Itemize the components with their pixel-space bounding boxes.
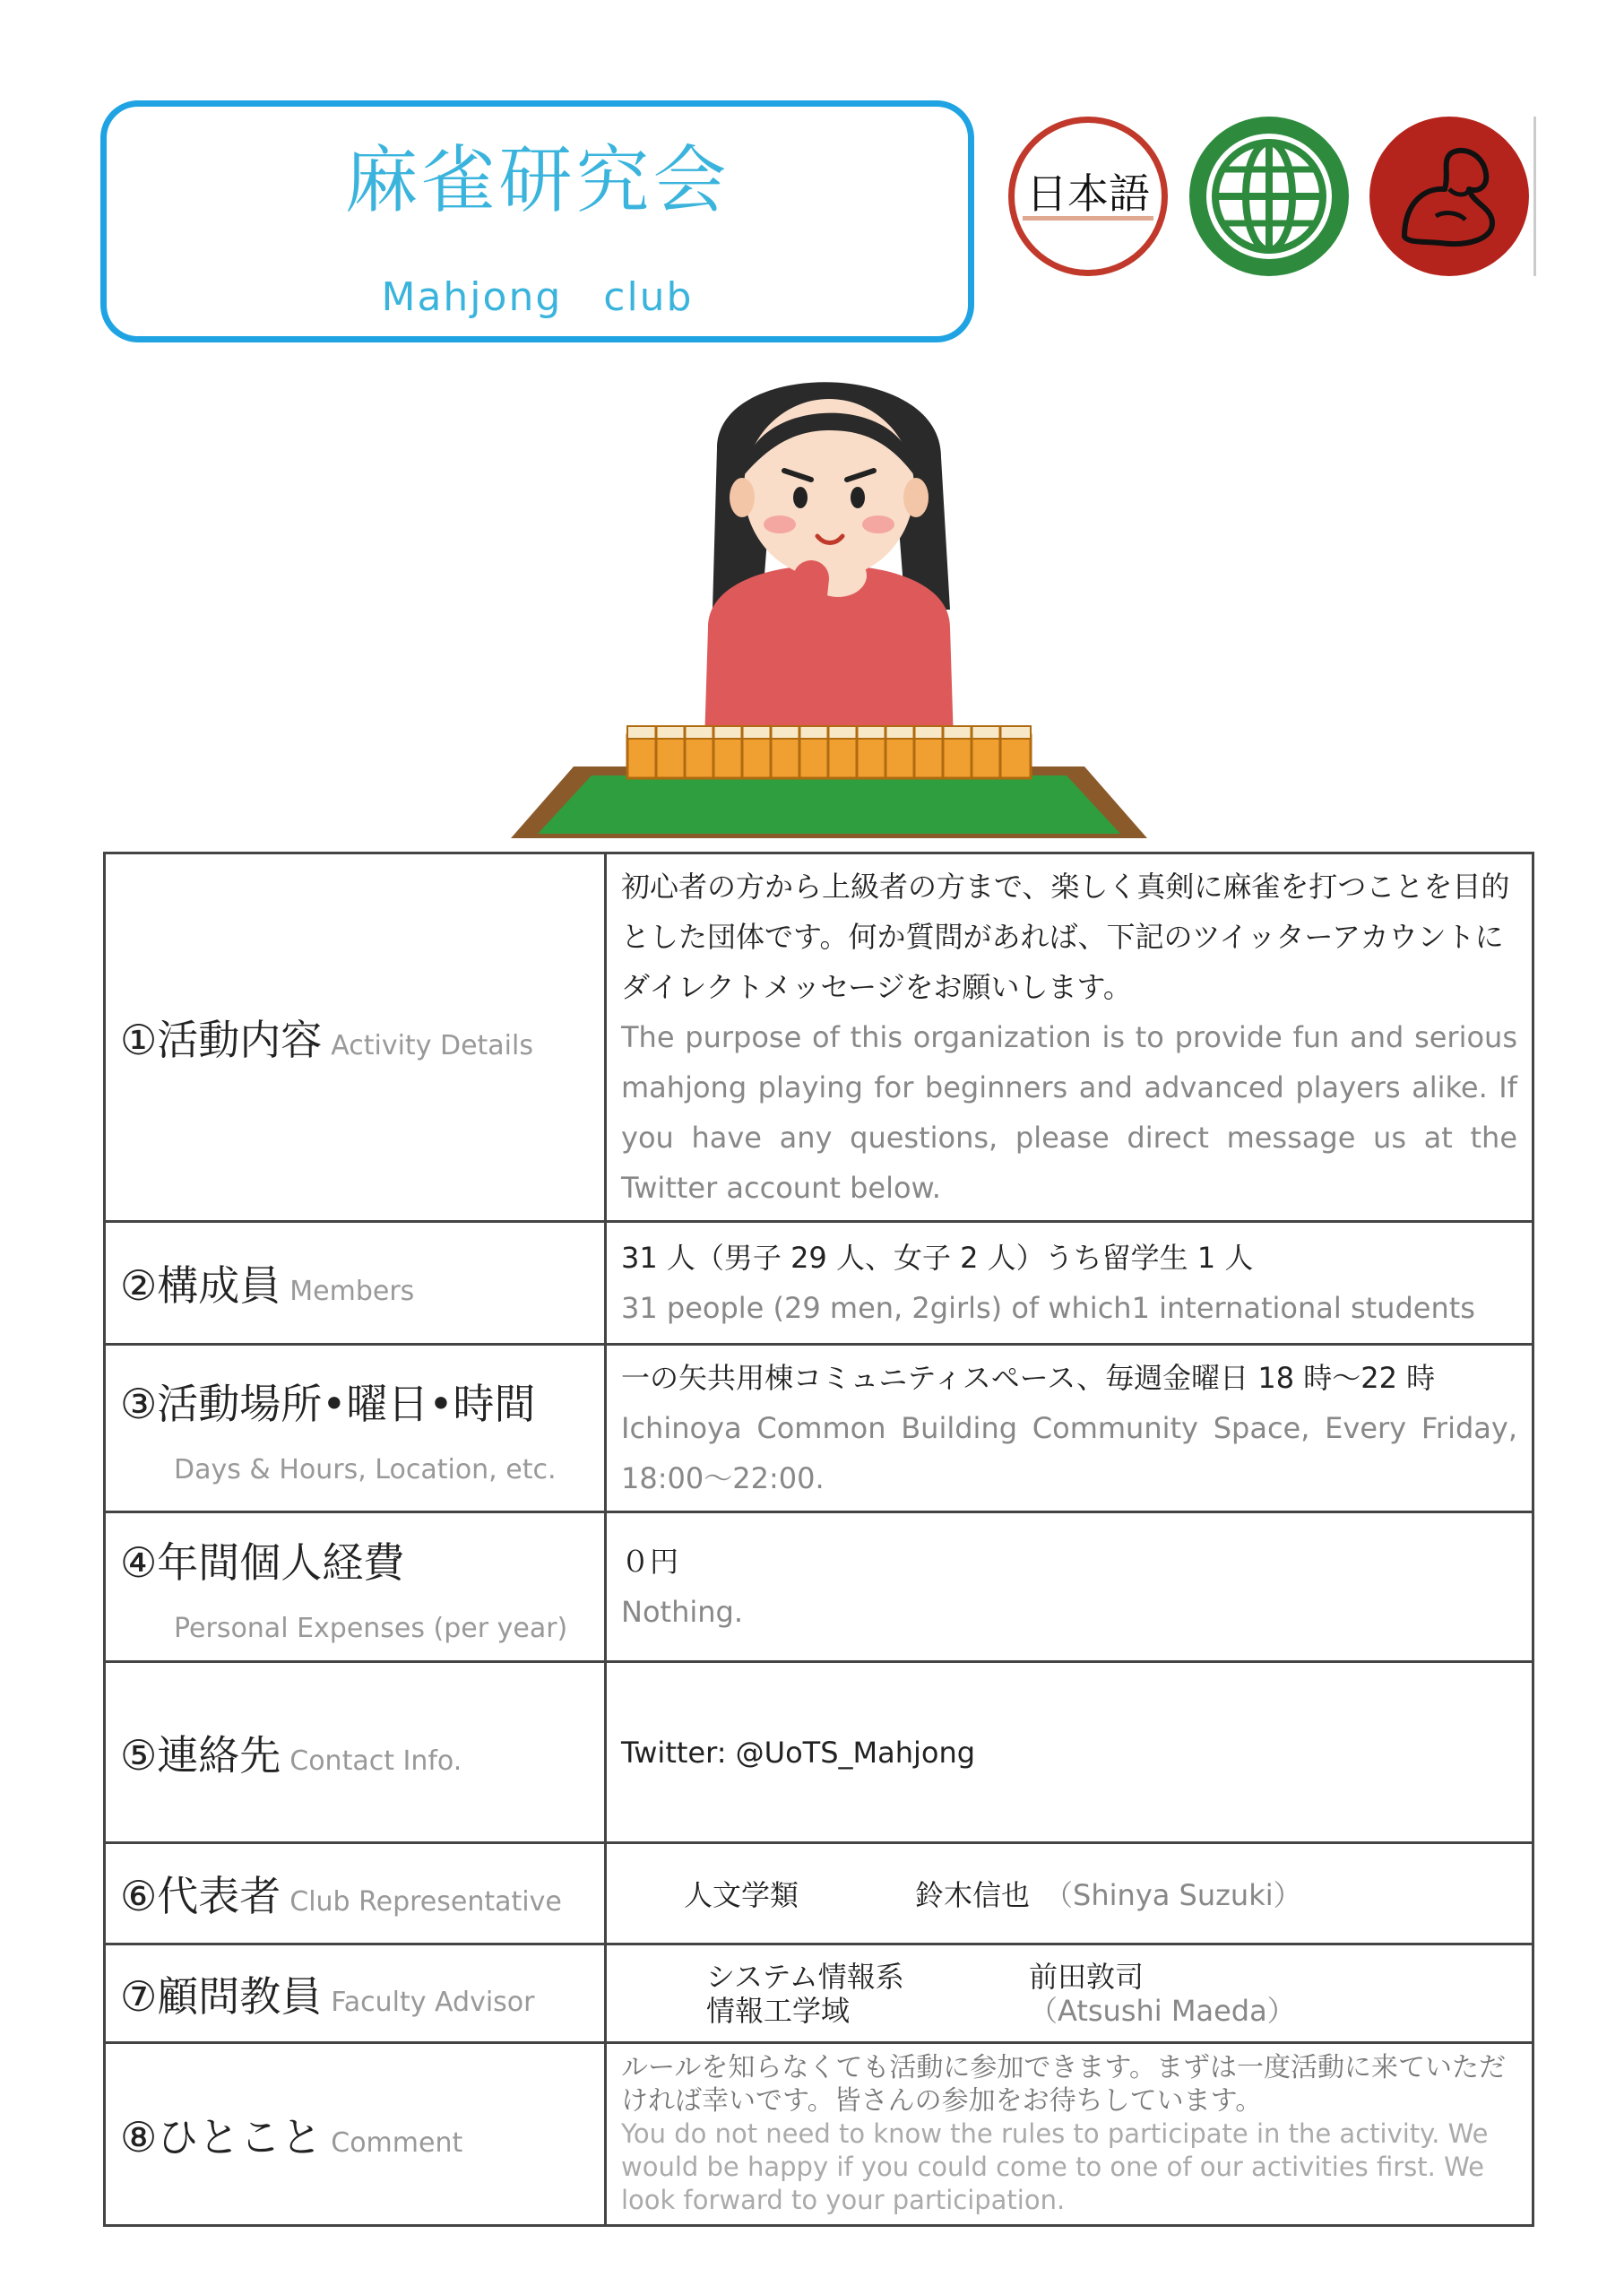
label-ja: ④年間個人経費	[120, 1537, 405, 1587]
label-en: Comment	[331, 2126, 463, 2159]
badge-divider	[1533, 117, 1536, 276]
club-title-en: Mahjong club	[381, 274, 694, 321]
value-ja: ルールを知らなくても活動に参加できます。まずは一度活動に来ていただければ幸いです。皆さんの参加をお待ちしています。	[621, 2052, 1506, 2117]
row-label	[105, 1843, 606, 1944]
row-value	[606, 1944, 1533, 2043]
row-label	[105, 1944, 606, 2043]
name-ja: 鈴木信也	[915, 1878, 1031, 1912]
table-row-representative	[105, 1843, 1533, 1944]
value-ja: 31 人（男子 29 人、女子 2 人）うち留学生 1 人	[621, 1241, 1254, 1275]
table-row-activity	[105, 853, 1533, 1222]
value-ja: ０円	[621, 1545, 679, 1579]
table-row-advisor	[105, 1944, 1533, 2043]
table-row-expenses	[105, 1512, 1533, 1662]
row-value	[606, 1345, 1533, 1512]
row-label	[105, 1662, 606, 1843]
label-en: Activity Details	[331, 1030, 533, 1061]
label-ja: ①活動内容	[120, 1016, 323, 1064]
value-en: Ichinoya Common Building Community Space, Every Friday, 18:00～22:00.	[621, 1411, 1517, 1495]
twitter-handle[interactable]: Twitter: @UoTS_Mahjong	[621, 1735, 976, 1770]
row-value	[606, 1843, 1533, 1944]
label-en: Days & Hours, Location, etc.	[174, 1453, 557, 1485]
row-label	[105, 853, 606, 1222]
language-badge-label: 日本語	[1023, 172, 1153, 220]
advisor-grid	[621, 1960, 1517, 2028]
label-ja: ②構成員	[120, 1261, 281, 1310]
value-ja: 初心者の方から上級者の方まで、楽しく真剣に麻雀を打つことを目的とした団体です。何か質問があれば、下記のツイッターアカウントにダイレクトメッセージをお願いします。	[621, 870, 1510, 1004]
table-row-contact	[105, 1662, 1533, 1843]
row-value	[606, 1222, 1533, 1345]
label-ja: ⑤連絡先	[120, 1730, 281, 1780]
club-title-box	[100, 100, 974, 342]
row-value	[606, 1662, 1533, 1843]
affiliation-1: システム情報系	[706, 1959, 904, 1994]
label-en: Personal Expenses (per year)	[174, 1612, 568, 1644]
label-ja: ⑦顧問教員	[120, 1971, 323, 2021]
row-label	[105, 2043, 606, 2226]
club-title-ja: 麻雀研究会	[344, 138, 730, 223]
label-en: Members	[289, 1276, 415, 1307]
label-en: Contact Info.	[289, 1745, 462, 1777]
name-en: （Shinya Suzuki）	[1058, 1878, 1302, 1912]
mahjong-player-illustration	[502, 341, 1156, 843]
value-en: 31 people (29 men, 2girls) of which1 international students	[621, 1291, 1475, 1325]
representative-line	[621, 1873, 1517, 1914]
language-badge	[1008, 117, 1168, 276]
club-info-table	[103, 852, 1534, 2227]
row-label	[105, 1512, 606, 1662]
globe-icon	[1189, 117, 1349, 276]
table-row-comment	[105, 2043, 1533, 2226]
label-en: Faculty Advisor	[331, 1986, 535, 2018]
name-ja: 前田敦司	[1029, 1959, 1145, 1994]
row-value	[606, 853, 1533, 1222]
value-ja: 一の矢共用棟コミュニティスペース、毎週金曜日 18 時～22 時	[621, 1361, 1436, 1395]
row-value	[606, 2043, 1533, 2226]
label-ja: ⑧ひとこと	[120, 2112, 323, 2161]
row-value	[606, 1512, 1533, 1662]
value-en: The purpose of this organization is to provide fun and serious mahjong playing for beginners and advanced players alike. If you have any questions, please direct message us at the Twitter account below.	[621, 1020, 1517, 1205]
affiliation-2: 情報工学域	[706, 1993, 851, 2028]
label-ja: ⑥代表者	[120, 1872, 281, 1920]
row-label	[105, 1222, 606, 1345]
table-row-members	[105, 1222, 1533, 1345]
value-en: Nothing.	[621, 1595, 743, 1629]
label-en: Club Representative	[289, 1886, 562, 1918]
name-en: （Atsushi Maeda）	[1029, 1993, 1296, 2028]
flexed-arm-icon	[1369, 117, 1529, 276]
affiliation: 人文学類	[684, 1878, 799, 1912]
table-row-location	[105, 1345, 1533, 1512]
row-label	[105, 1345, 606, 1512]
label-ja: ③活動場所•曜日•時間	[120, 1379, 536, 1428]
value-en: You do not need to know the rules to participate in the activity. We would be happy if you could come to one of our activities first. We look forward to your participation.	[621, 2118, 1489, 2215]
